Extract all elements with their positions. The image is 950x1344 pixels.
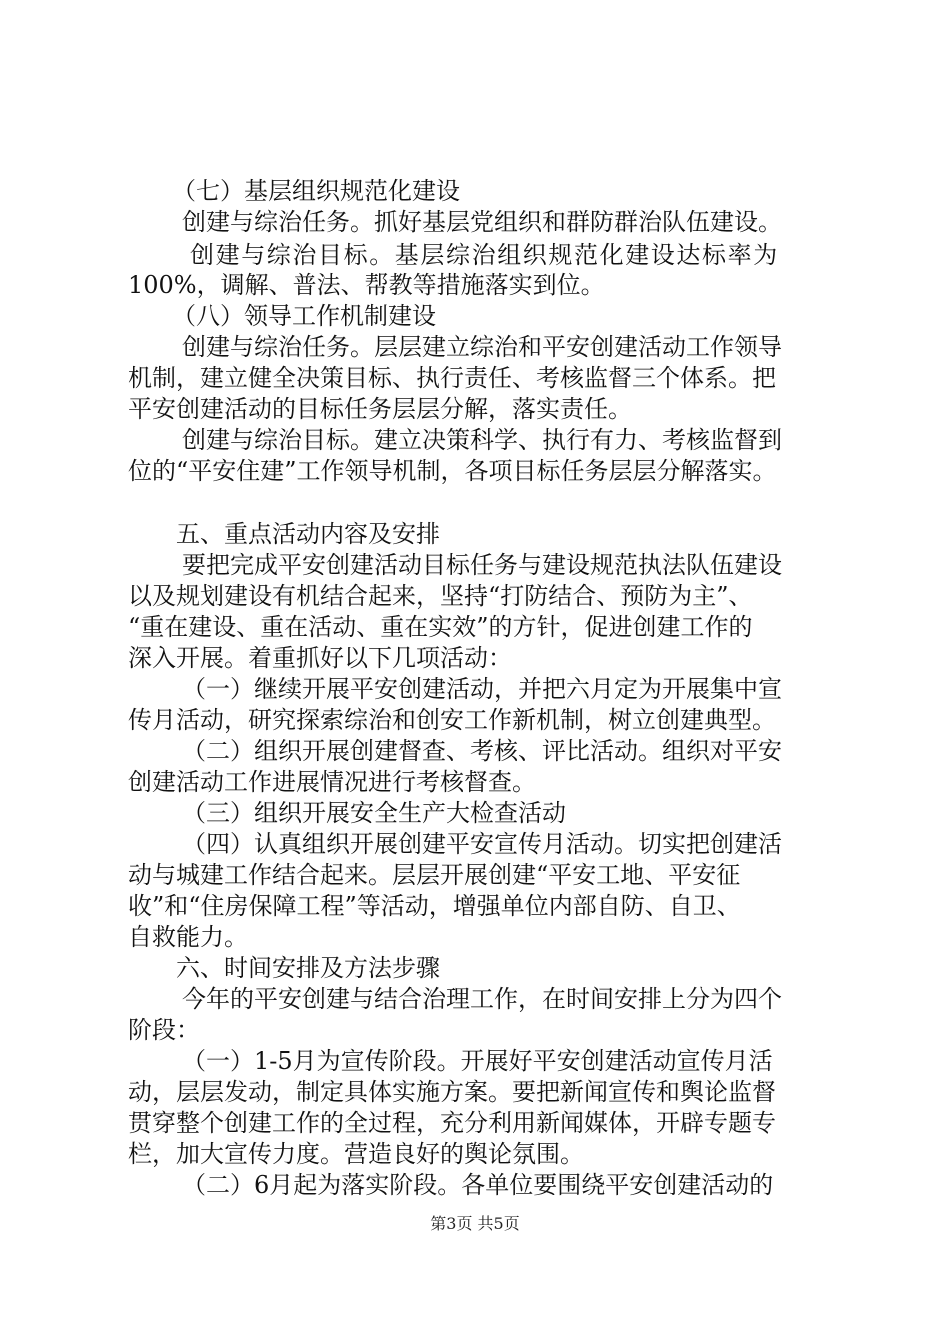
heading-section-six: 六、时间安排及方法步骤 [176,954,440,982]
paragraph-line: （二）组织开展创建督查、考核、评比活动。组织对平安 [182,737,782,765]
paragraph-line: 要把完成平安创建活动目标任务与建设规范执法队伍建设 [182,551,782,579]
paragraph-line: （三）组织开展安全生产大检查活动 [182,799,566,827]
paragraph-line: 阶段： [128,1016,200,1044]
paragraph-line: “重在建设、重在活动、重在实效”的方针，促进创建工作的 [128,613,753,641]
heading-section-five: 五、重点活动内容及安排 [176,520,440,548]
paragraph-line: 创建与综治目标。基层综治组织规范化建设达标率为 [190,241,779,269]
paragraph-line: （一）1-5月为宣传阶段。开展好平安创建活动宣传月活 [182,1047,773,1075]
page-footer: 第3页 共5页 [430,1214,520,1233]
paragraph-line: 栏，加大宣传力度。营造良好的舆论氛围。 [128,1140,584,1168]
paragraph-line: 机制，建立健全决策目标、执行责任、考核监督三个体系。把 [128,364,776,392]
paragraph-line: （二）6月起为落实阶段。各单位要围绕平安创建活动的 [182,1171,774,1199]
paragraph-line: 深入开展。着重抓好以下几项活动： [128,644,512,672]
paragraph-line: （一）继续开展平安创建活动，并把六月定为开展集中宣 [182,675,782,703]
paragraph-line: 创建与综治任务。层层建立综治和平安创建活动工作领导 [182,333,782,361]
heading-section-8: （八）领导工作机制建设 [172,302,436,330]
paragraph-line: 收”和“住房保障工程”等活动，增强单位内部自防、自卫、 [128,892,741,920]
paragraph-line: （四）认真组织开展创建平安宣传月活动。切实把创建活 [182,830,782,858]
paragraph-line: 平安创建活动的目标任务层层分解，落实责任。 [128,395,632,423]
heading-section-7: （七）基层组织规范化建设 [172,177,460,205]
paragraph-line: 创建与综治任务。抓好基层党组织和群防群治队伍建设。 [182,208,782,236]
paragraph-line: 传月活动，研究探索综治和创安工作新机制，树立创建典型。 [128,706,776,734]
paragraph-line: 贯穿整个创建工作的全过程，充分利用新闻媒体，开辟专题专 [128,1109,776,1137]
paragraph-line: 动，层层发动，制定具体实施方案。要把新闻宣传和舆论监督 [128,1078,776,1106]
paragraph-line: 创建活动工作进展情况进行考核督查。 [128,768,536,796]
paragraph-line: 今年的平安创建与结合治理工作，在时间安排上分为四个 [182,985,782,1013]
paragraph-line: 位的“平安住建”工作领导机制，各项目标任务层层分解落实。 [128,457,777,485]
paragraph-line: 创建与综治目标。建立决策科学、执行有力、考核监督到 [182,426,782,454]
paragraph-line: 自救能力。 [128,923,248,951]
paragraph-line: 以及规划建设有机结合起来，坚持“打防结合、预防为主”、 [128,582,753,610]
paragraph-line: 动与城建工作结合起来。层层开展创建“平安工地、平安征 [128,861,741,889]
paragraph-line: 100%，调解、普法、帮教等措施落实到位。 [128,271,605,299]
